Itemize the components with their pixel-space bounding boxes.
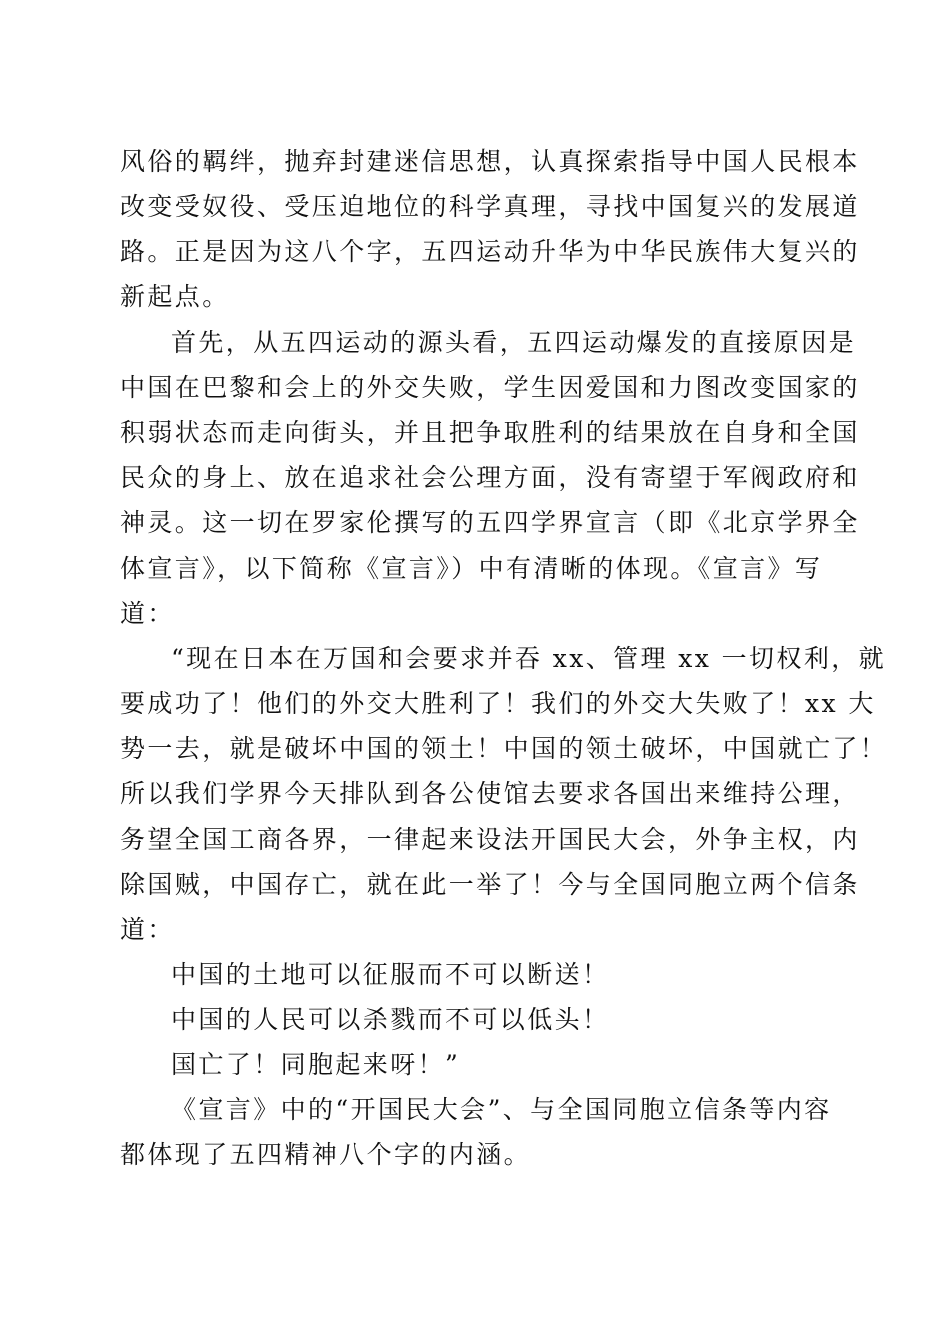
quote-first-line: “现在日本在万国和会要求并吞 xx、管理 xx 一切权利，就 — [171, 644, 887, 673]
text-line: 除国贼，中国存亡，就在此一举了！今与全国同胞立两个信条 — [120, 870, 860, 899]
text-line: 体宣言》，以下简称《宣言》）中有清晰的体现。《宣言》写 — [120, 554, 823, 583]
creed-line: 中国的土地可以征服而不可以断送！ — [171, 960, 610, 989]
paragraph-first-line: 首先，从五四运动的源头看，五四运动爆发的直接原因是 — [171, 328, 857, 357]
text-line: 神灵。这一切在罗家伦撰写的五四学界宣言（即《北京学界全 — [120, 508, 860, 537]
text-line: 道： — [120, 599, 175, 628]
text-line: 务望全国工商各界，一律起来设法开国民大会，外争主权，内 — [120, 825, 860, 854]
paragraph-first-line: 《宣言》中的“开国民大会”、与全国同胞立信条等内容 — [171, 1095, 832, 1124]
creed-line: 国亡了！同胞起来呀！” — [171, 1050, 461, 1079]
text-line: 所以我们学界今天排队到各公使馆去要求各国出来维持公理， — [120, 779, 860, 808]
creed-line: 中国的人民可以杀戮而不可以低头！ — [171, 1005, 610, 1034]
text-line: 道： — [120, 915, 175, 944]
text-line: 都体现了五四精神八个字的内涵。 — [120, 1140, 532, 1169]
text-line: 新起点。 — [120, 282, 230, 311]
text-line: 民众的身上、放在追求社会公理方面，没有寄望于军阀政府和 — [120, 463, 860, 492]
text-line: 势一去，就是破坏中国的领土！中国的领土破坏，中国就亡了！ — [120, 734, 888, 763]
text-line: 中国在巴黎和会上的外交失败，学生因爱国和力图改变国家的 — [120, 373, 860, 402]
text-line: 要成功了！他们的外交大胜利了！我们的外交大失败了！xx 大 — [120, 689, 876, 718]
text-line: 积弱状态而走向街头，并且把争取胜利的结果放在自身和全国 — [120, 418, 860, 447]
text-line: 改变受奴役、受压迫地位的科学真理，寻找中国复兴的发展道 — [120, 192, 860, 221]
text-line: 路。正是因为这八个字，五四运动升华为中华民族伟大复兴的 — [120, 237, 860, 266]
text-line: 风俗的羁绊，抛弃封建迷信思想，认真探索指导中国人民根本 — [120, 147, 860, 176]
